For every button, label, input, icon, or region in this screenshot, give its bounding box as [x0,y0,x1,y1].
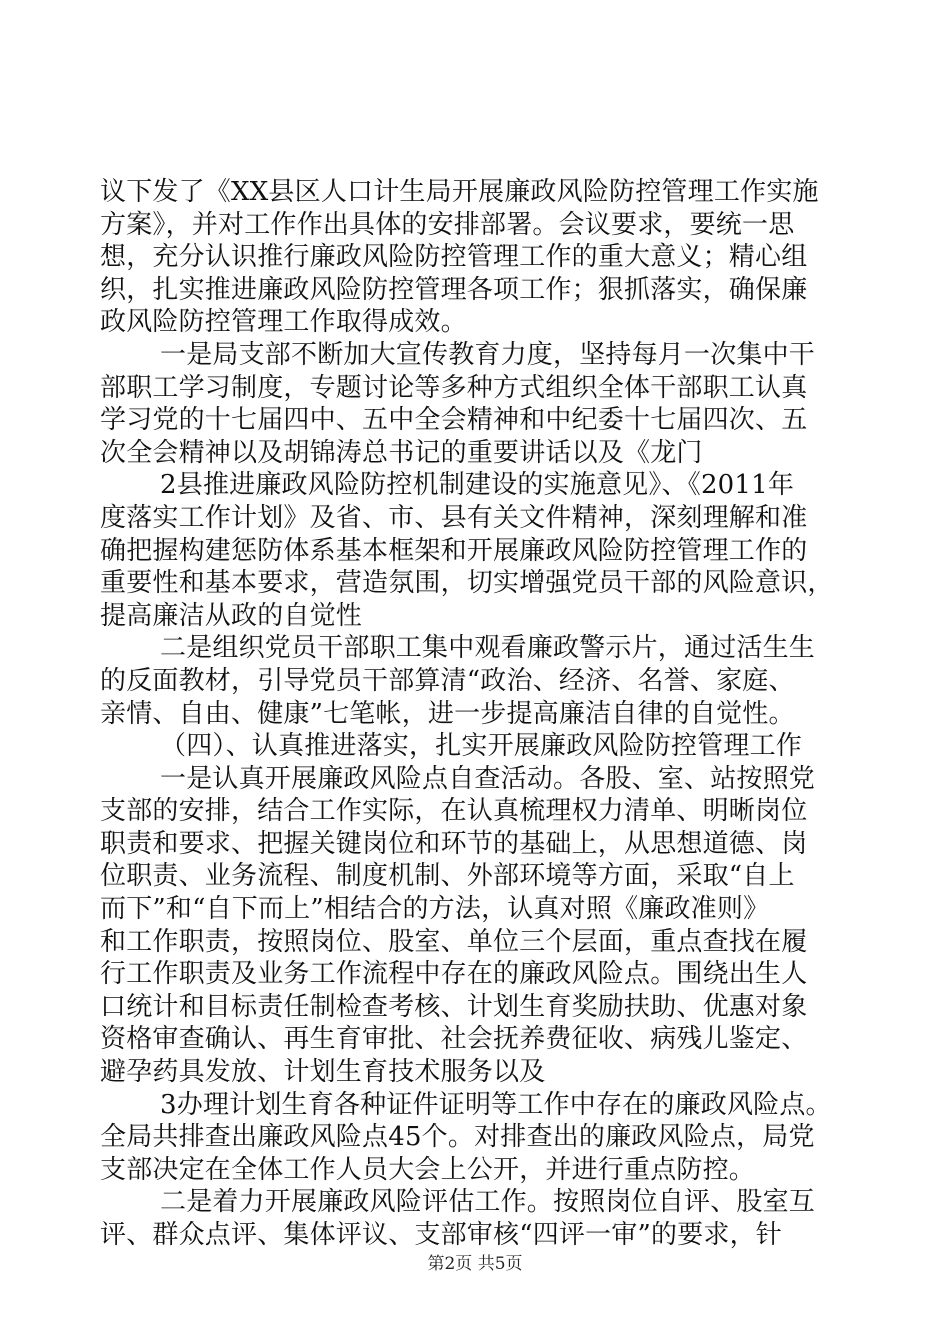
paragraph [100,339,860,469]
text-line: （四）、认真推进落实，扎实开展廉政风险防控管理工作 [160,731,803,762]
text-line: 亲情、自由、健康”七笔帐，进一步提高廉洁自律的自觉性。 [100,698,795,729]
text-line: 的反面教材，引导党员干部算清“政治、经济、名誉、家庭、 [100,665,795,696]
text-line: 3办理计划生育各种证件证明等工作中存在的廉政风险点。 [160,1089,832,1120]
text-line: 口统计和目标责任制检查考核、计划生育奖励扶助、优惠对象 [100,991,808,1022]
text-line: 评、群众点评、集体评议、支部审核“四评一审”的要求，针 [100,1220,782,1250]
text-line: 和工作职责，按照岗位、股室、单位三个层面，重点查找在履 [100,926,808,957]
text-line: 确把握构建惩防体系基本框架和开展廉政风险防控管理工作的 [100,535,808,566]
paragraph [100,1089,860,1187]
paragraph [100,176,860,339]
paragraph [100,632,860,730]
text-line: 2县推进廉政风险防控机制建设的实施意见》、《2011年 [160,470,795,501]
text-line: 提高廉洁从政的自觉性 [100,600,363,631]
text-line: 二是着力开展廉政风险评估工作。按照岗位自评、股室互 [160,1187,816,1218]
text-line: 避孕药具发放、计划生育技术服务以及 [100,1057,546,1088]
text-line: 重要性和基本要求，营造氛围，切实增强党员干部的风险意识， [100,568,834,599]
text-line: 二是组织党员干部职工集中观看廉政警示片，通过活生生 [160,633,816,664]
page-footer: 第2页 共5页 [427,1254,523,1274]
paragraph [100,1186,860,1251]
paragraph [100,730,860,763]
text-line: 方案》，并对工作作出具体的安排部署。会议要求，要统一思 [100,209,795,240]
text-line: 想，充分认识推行廉政风险防控管理工作的重大意义；精心组 [100,242,808,273]
text-line: 度落实工作计划》及省、市、县有关文件精神，深刻理解和准 [100,502,808,533]
text-line: 次全会精神以及胡锦涛总书记的重要讲话以及《龙门 [100,437,703,468]
text-line: 支部的安排，结合工作实际，在认真梳理权力清单、明晰岗位 [100,796,808,827]
text-line: 职责和要求、把握关键岗位和环节的基础上，从思想道德、岗 [100,828,808,859]
text-line: 学习党的十七届四中、五中全会精神和中纪委十七届四次、五 [100,405,808,436]
text-line: 而下”和“自下而上”相结合的方法，认真对照《廉政准则》 [100,894,770,925]
text-line: 全局共排查出廉政风险点45个。对排查出的廉政风险点，局党 [100,1122,815,1153]
text-line: 支部决定在全体工作人员大会上公开，并进行重点防控。 [100,1154,756,1185]
document-body [100,176,860,1252]
paragraph [100,469,860,632]
text-line: 位职责、业务流程、制度机制、外部环境等方面，采取“自上 [100,861,795,892]
text-line: 资格审查确认、再生育审批、社会抚养费征收、病残儿鉴定、 [100,1024,808,1055]
text-line: 行工作职责及业务工作流程中存在的廉政风险点。围绕出生人 [100,959,808,990]
text-line: 织，扎实推进廉政风险防控管理各项工作；狠抓落实，确保廉 [100,274,808,305]
text-line: 一是认真开展廉政风险点自查活动。各股、室、站按照党 [160,763,816,794]
text-line: 政风险防控管理工作取得成效。 [100,307,467,338]
text-line: 议下发了《XX县区人口计生局开展廉政风险防控管理工作实施 [100,177,819,207]
paragraph [100,763,860,1089]
text-line: 部职工学习制度，专题讨论等多种方式组织全体干部职工认真 [100,372,808,403]
text-line: 一是局支部不断加大宣传教育力度，坚持每月一次集中干 [160,339,816,370]
